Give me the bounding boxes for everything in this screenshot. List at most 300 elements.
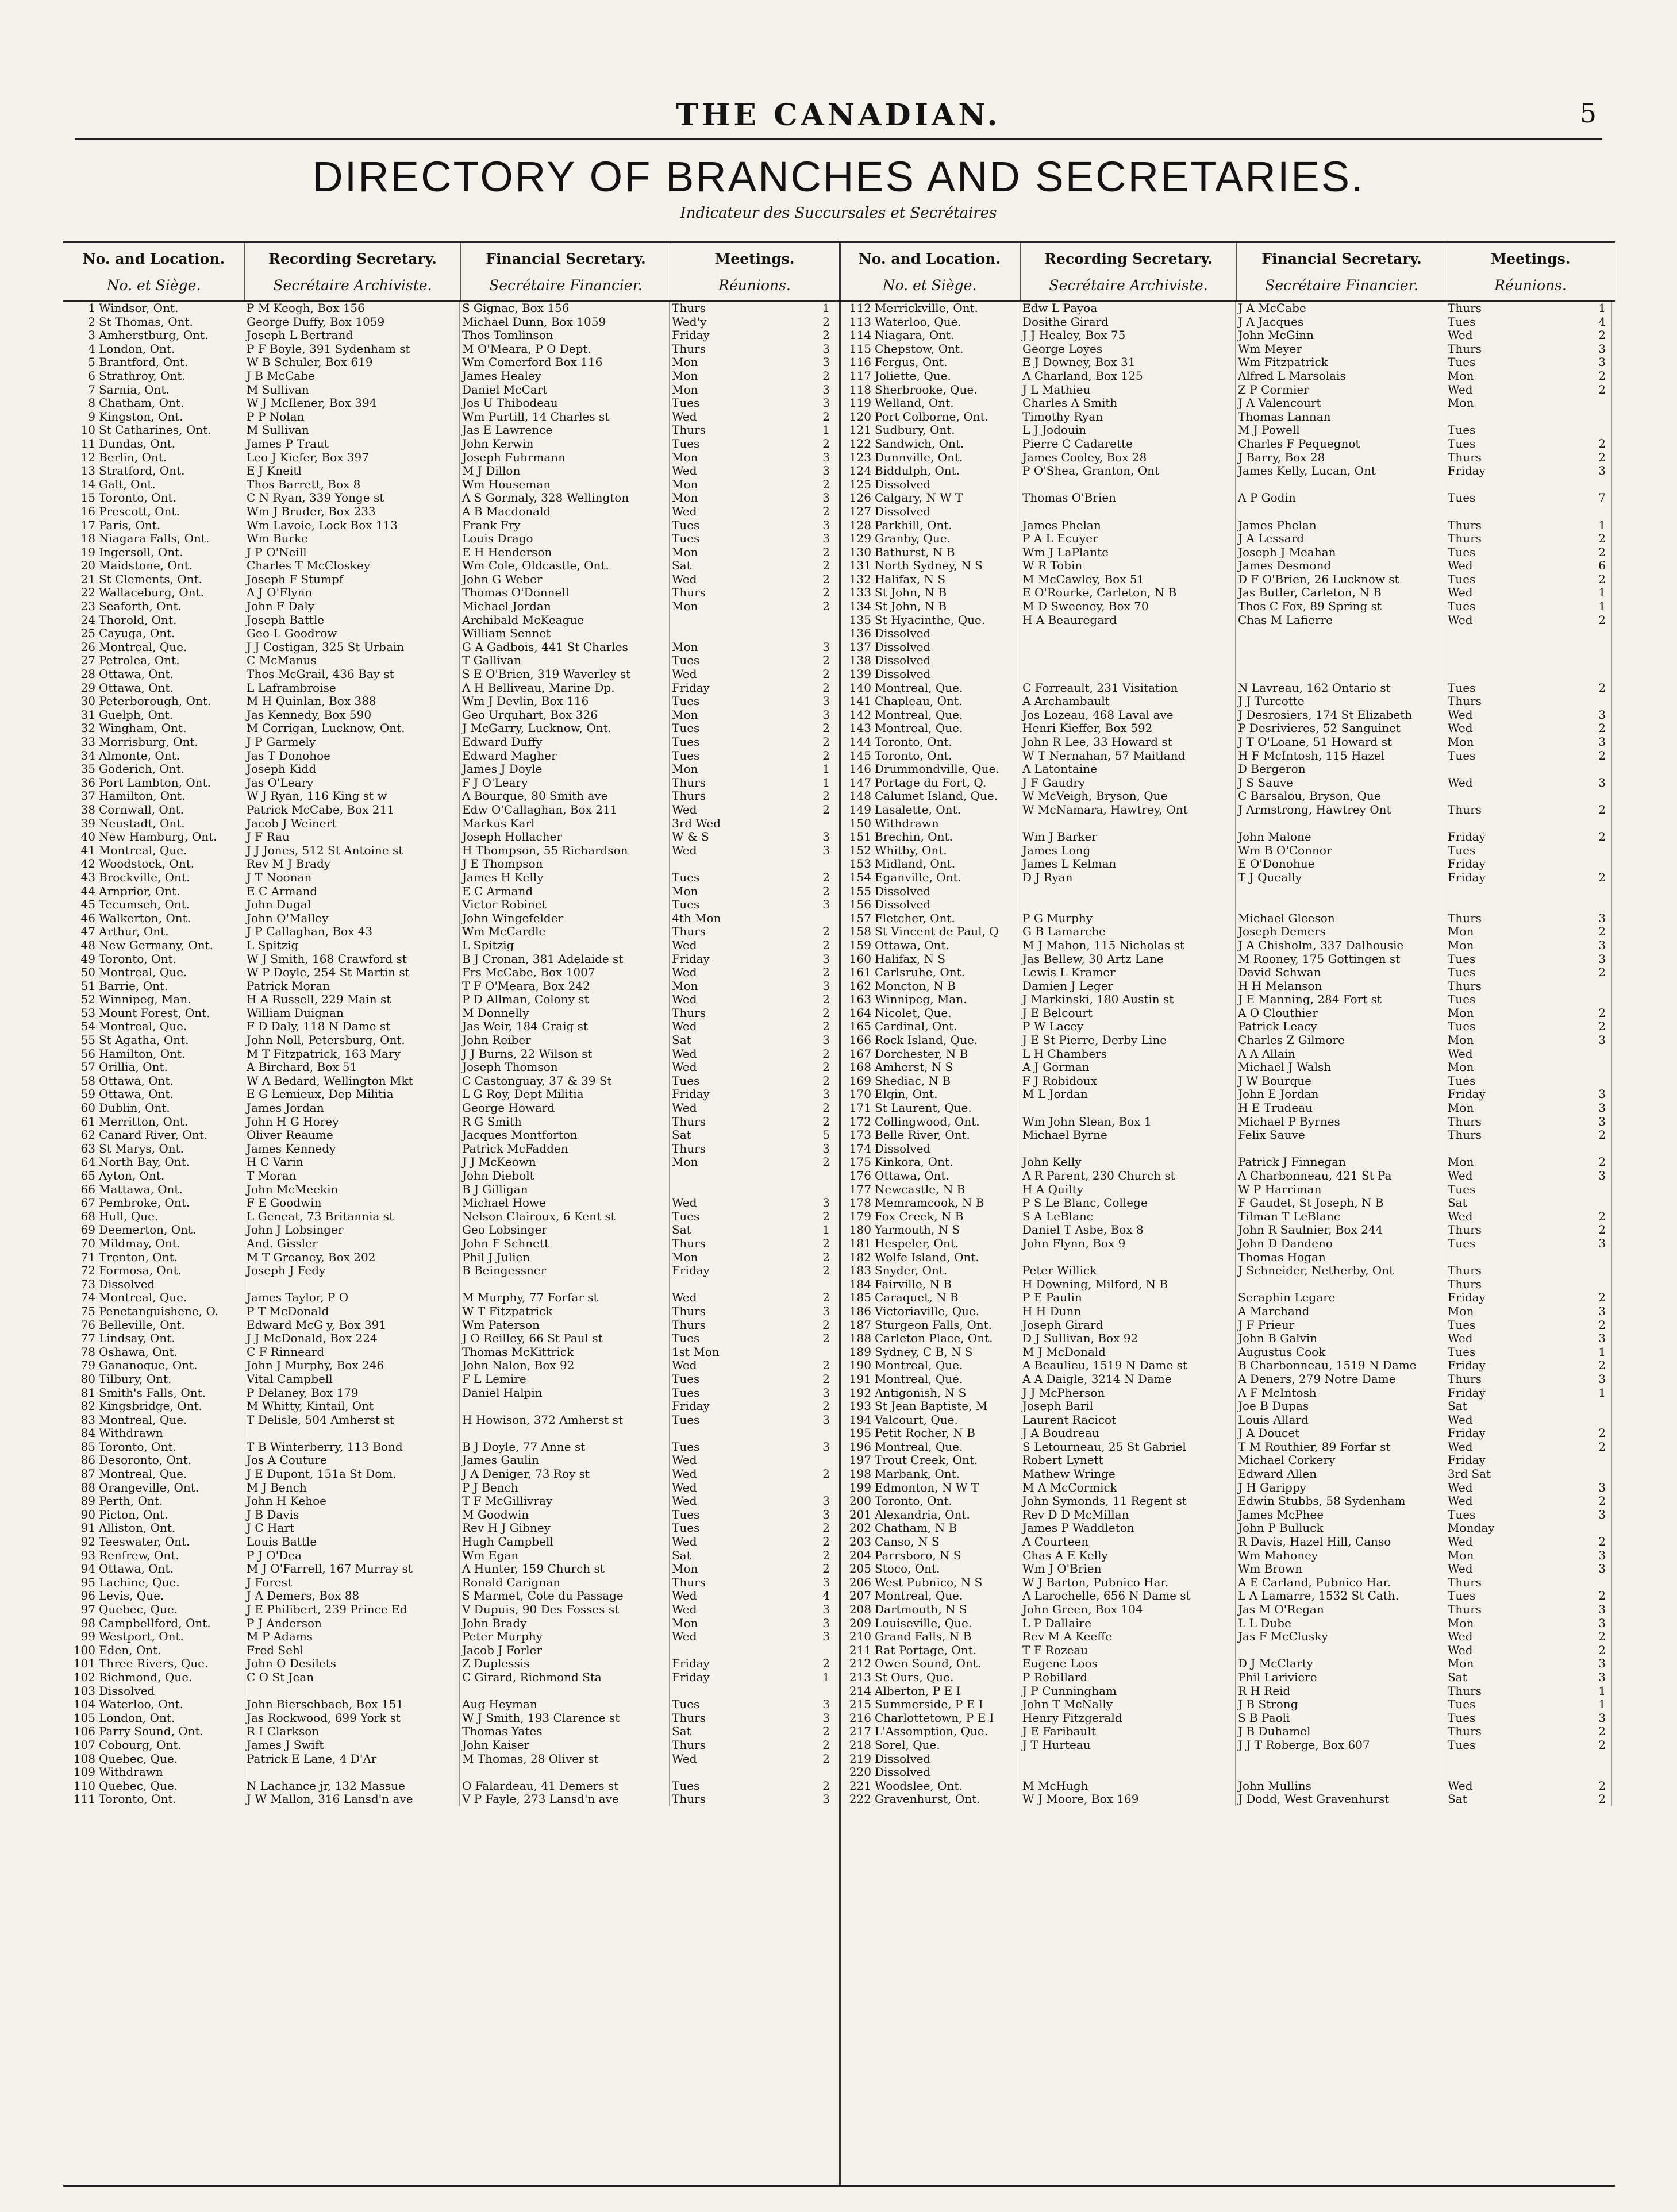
table-row	[839, 1793, 1615, 1806]
recording-secretary	[1020, 641, 1236, 654]
meeting-day: Mon	[1448, 1155, 1474, 1169]
recording-secretary: E J Kneitl	[244, 464, 460, 478]
branch-location-name: Toronto, Ont.	[99, 952, 176, 966]
financial-secretary: L Spitzig	[460, 939, 670, 953]
branch-location-name: Snyder, Ont.	[875, 1264, 948, 1278]
meeting-info	[670, 722, 836, 735]
branch-location	[839, 1671, 1020, 1685]
branch-location-name: Dissolved	[875, 898, 931, 912]
branch-location	[63, 1237, 244, 1251]
recording-secretary: George Duffy, Box 1059	[244, 315, 460, 329]
table-row	[839, 695, 1615, 708]
meeting-day: Sat	[1448, 1793, 1467, 1806]
meeting-frequency: 2	[1598, 1725, 1606, 1739]
financial-secretary: J Schneider, Netherby, Ont	[1236, 1264, 1445, 1278]
branch-location	[839, 451, 1020, 465]
branch-location-name: Dissolved	[875, 884, 931, 898]
financial-secretary: P J Bench	[460, 1481, 670, 1495]
branch-location-name: Sturgeon Falls, Ont.	[875, 1318, 992, 1332]
branch-location	[839, 885, 1020, 899]
branch-location	[839, 1007, 1020, 1020]
branch-location	[63, 356, 244, 369]
branch-number: 106	[73, 1725, 95, 1739]
recording-secretary	[1020, 505, 1236, 519]
financial-secretary: Nelson Clairoux, 6 Kent st	[460, 1210, 670, 1224]
branch-location-name: Dissolved	[875, 504, 931, 518]
table-row	[839, 1549, 1615, 1563]
meeting-day: Tues	[672, 1413, 700, 1427]
meeting-day: Thurs	[1448, 911, 1482, 925]
branch-location	[839, 1657, 1020, 1671]
financial-secretary: John Kerwin	[460, 437, 670, 451]
meeting-frequency: 3	[1598, 911, 1606, 925]
meeting-day: Tues	[1448, 545, 1476, 559]
financial-secretary: A O Clouthier	[1236, 1007, 1445, 1020]
recording-secretary	[244, 1427, 460, 1440]
branch-number: 180	[849, 1223, 871, 1237]
table-row	[839, 1685, 1615, 1698]
meeting-info	[670, 1549, 836, 1563]
branch-location	[839, 1589, 1020, 1603]
branch-location-name: Montreal, Que.	[99, 843, 187, 857]
branch-number: 123	[849, 450, 871, 464]
meeting-info	[670, 1427, 836, 1440]
branch-number: 130	[849, 545, 871, 559]
recording-secretary: Leo J Kiefer, Box 397	[244, 451, 460, 465]
financial-secretary: V Dupuis, 90 Des Fosses st	[460, 1603, 670, 1617]
meeting-day: Thurs	[1448, 302, 1482, 315]
branch-location	[63, 1454, 244, 1467]
meeting-info	[1445, 586, 1612, 600]
recording-secretary: John Flynn, Box 9	[1020, 1237, 1236, 1251]
table-row	[63, 1346, 839, 1359]
branch-location-name: Cayuga, Ont.	[99, 627, 175, 641]
recording-secretary: Vital Campbell	[244, 1373, 460, 1386]
meeting-frequency: 1	[1598, 1345, 1606, 1359]
financial-secretary: Geo Lobsinger	[460, 1223, 670, 1237]
table-row	[839, 559, 1615, 573]
branch-location-name: St Agatha, Ont.	[99, 1034, 189, 1047]
table-row	[63, 1657, 839, 1671]
branch-location-name: Waterloo, Ont.	[99, 1698, 184, 1712]
recording-secretary: J P Cunningham	[1020, 1685, 1236, 1698]
meeting-frequency: 3	[822, 898, 830, 912]
table-row	[63, 1576, 839, 1590]
meeting-info	[1445, 1685, 1612, 1698]
financial-secretary: C Barsalou, Bryson, Que	[1236, 789, 1445, 803]
financial-secretary: A Deners, 279 Notre Dame	[1236, 1373, 1445, 1386]
table-row	[839, 803, 1615, 817]
financial-secretary: S E O'Brien, 319 Waverley st	[460, 668, 670, 681]
meeting-day: Thurs	[1448, 1223, 1482, 1237]
table-row	[839, 1603, 1615, 1617]
branch-location-name: Dissolved	[875, 640, 931, 654]
meeting-info	[670, 1264, 836, 1278]
table-row	[839, 600, 1615, 614]
meeting-frequency: 3	[822, 396, 830, 410]
branch-location	[63, 1210, 244, 1224]
meeting-day: Wed'y	[672, 315, 707, 329]
branch-location	[839, 546, 1020, 560]
financial-secretary: J J McKeown	[460, 1155, 670, 1169]
branch-number: 111	[73, 1793, 95, 1806]
branch-number: 207	[849, 1589, 871, 1603]
recording-secretary: W T Nernahan, 57 Maitland	[1020, 749, 1236, 763]
branch-number: 215	[849, 1698, 871, 1712]
table-row	[63, 1712, 839, 1725]
branch-number: 203	[849, 1535, 871, 1549]
recording-secretary: James Cooley, Box 28	[1020, 451, 1236, 465]
branch-location-name: St Ours, Que.	[875, 1670, 954, 1684]
table-row	[839, 1128, 1615, 1142]
branch-location-name: Brechin, Ont.	[875, 830, 953, 844]
branch-number: 133	[849, 586, 871, 600]
meeting-frequency: 2	[1598, 681, 1606, 695]
recording-secretary: J A Demers, Box 88	[244, 1589, 460, 1603]
meeting-frequency: 5	[822, 1128, 830, 1142]
meeting-day: Thurs	[672, 1738, 706, 1752]
table-row	[839, 1535, 1615, 1549]
table-row	[63, 410, 839, 424]
meeting-frequency: 2	[822, 1332, 830, 1346]
branch-location	[63, 1291, 244, 1305]
branch-number: 118	[849, 383, 871, 396]
meeting-day: Wed	[672, 1535, 697, 1549]
branch-location-name: Alberton, P E I	[875, 1684, 961, 1698]
table-row	[839, 912, 1615, 926]
meeting-frequency: 2	[822, 1155, 830, 1169]
meeting-day: Tues	[1448, 1345, 1476, 1359]
meeting-day: Mon	[672, 1616, 698, 1630]
financial-secretary: Rev H J Gibney	[460, 1521, 670, 1535]
meeting-frequency: 2	[822, 938, 830, 952]
table-row	[839, 1644, 1615, 1658]
meeting-day: Mon	[1448, 938, 1474, 952]
branch-location-name: Mount Forest, Ont.	[99, 1006, 210, 1020]
meeting-day: Wed	[1448, 1440, 1473, 1454]
table-row	[839, 1739, 1615, 1752]
meeting-day: Thurs	[672, 302, 706, 315]
branch-location-name: Ottawa, Ont.	[99, 1074, 174, 1088]
table-row	[839, 681, 1615, 695]
table-row	[63, 1685, 839, 1698]
table-row	[839, 1101, 1615, 1115]
recording-secretary: L H Chambers	[1020, 1047, 1236, 1061]
branch-number: 193	[849, 1400, 871, 1413]
meeting-frequency: 3	[1598, 1562, 1606, 1576]
table-row	[839, 519, 1615, 533]
meeting-info	[670, 1494, 836, 1508]
branch-location	[839, 627, 1020, 641]
recording-secretary: M McCawley, Box 51	[1020, 573, 1236, 587]
meeting-frequency: 2	[822, 586, 830, 600]
meeting-info	[1445, 695, 1612, 708]
financial-secretary: James Gaulin	[460, 1454, 670, 1467]
branch-location-name: Sorel, Que.	[875, 1738, 940, 1752]
meeting-frequency: 4	[1598, 315, 1606, 329]
branch-number: 174	[849, 1142, 871, 1155]
meeting-frequency: 2	[822, 925, 830, 939]
recording-secretary: Thomas O'Brien	[1020, 491, 1236, 505]
branch-location	[63, 1142, 244, 1156]
branch-location-name: Orillia, Ont.	[99, 1061, 168, 1074]
branch-location-name: Almonte, Ont.	[99, 749, 180, 762]
financial-secretary: A Hunter, 159 Church st	[460, 1562, 670, 1576]
branch-location-name: Guelph, Ont.	[99, 708, 174, 722]
meeting-info	[1445, 789, 1612, 803]
meeting-day: 4th Mon	[672, 911, 721, 925]
financial-secretary	[1236, 641, 1445, 654]
meeting-day: Wed	[1448, 1643, 1473, 1657]
table-row	[63, 329, 839, 342]
meeting-info	[670, 423, 836, 437]
meeting-frequency: 2	[822, 1752, 830, 1766]
meeting-info	[1445, 803, 1612, 817]
recording-secretary: M Sullivan	[244, 383, 460, 397]
meeting-frequency: 3	[822, 491, 830, 505]
branch-location	[839, 1630, 1020, 1644]
branch-number: 157	[849, 911, 871, 925]
branch-number: 194	[849, 1413, 871, 1427]
header-location-en: No. and Location.	[858, 250, 1001, 267]
branch-number: 169	[849, 1074, 871, 1088]
recording-secretary: P Delaney, Box 179	[244, 1386, 460, 1400]
branch-location	[839, 1494, 1020, 1508]
table-row	[839, 708, 1615, 722]
financial-secretary: John G Weber	[460, 573, 670, 587]
branch-number: 23	[80, 600, 95, 614]
branch-location-name: Montreal, Que.	[875, 1372, 963, 1386]
meeting-day: Mon	[1448, 1616, 1474, 1630]
branch-location-name: New Hamburg, Ont.	[99, 830, 217, 844]
meeting-day: Mon	[1448, 925, 1474, 939]
branch-location	[63, 1494, 244, 1508]
branch-location-name: Dundas, Ont.	[99, 437, 176, 450]
recording-secretary: P T McDonald	[244, 1305, 460, 1319]
branch-location-name: Montreal, Que.	[99, 966, 187, 980]
meeting-info	[1445, 1427, 1612, 1440]
table-row	[63, 1508, 839, 1522]
meeting-day: Friday	[672, 329, 710, 342]
meeting-info	[1445, 505, 1612, 519]
meeting-info	[1445, 1007, 1612, 1020]
header-financial	[461, 243, 671, 300]
meeting-info	[670, 695, 836, 708]
table-row	[63, 1427, 839, 1440]
recording-secretary: Rev M J Brady	[244, 857, 460, 871]
branch-location-name: Montreal, Que.	[99, 1467, 187, 1481]
branch-location	[839, 586, 1020, 600]
meeting-info	[1445, 451, 1612, 465]
recording-secretary: C N Ryan, 339 Yonge st	[244, 491, 460, 505]
branch-number: 36	[80, 776, 95, 789]
financial-secretary: B J Doyle, 77 Anne st	[460, 1440, 670, 1454]
meeting-day: Tues	[672, 396, 700, 410]
branch-location	[839, 708, 1020, 722]
branch-location-name: Teeswater, Ont.	[99, 1535, 190, 1549]
meeting-day: Wed	[672, 1196, 697, 1210]
meeting-day: Thurs	[1448, 1575, 1482, 1589]
branch-location	[63, 939, 244, 953]
branch-location	[839, 519, 1020, 533]
recording-secretary: John H G Horey	[244, 1115, 460, 1129]
table-row	[839, 1183, 1615, 1197]
branch-location	[63, 1346, 244, 1359]
meeting-info	[670, 1657, 836, 1671]
branch-location	[63, 532, 244, 546]
meeting-info	[1445, 1047, 1612, 1061]
meeting-day: Tues	[1448, 1711, 1476, 1725]
financial-secretary: J J Turcotte	[1236, 695, 1445, 708]
financial-secretary: Peter Murphy	[460, 1630, 670, 1644]
table-row	[63, 1169, 839, 1183]
financial-secretary: M O'Meara, P O Dept.	[460, 342, 670, 356]
meeting-frequency: 3	[822, 1034, 830, 1047]
branch-number: 178	[849, 1196, 871, 1210]
financial-secretary: A B Macdonald	[460, 505, 670, 519]
financial-secretary: R G Smith	[460, 1115, 670, 1129]
branch-number: 26	[80, 640, 95, 654]
recording-secretary: W R Tobin	[1020, 559, 1236, 573]
recording-secretary	[244, 1685, 460, 1698]
meeting-day: Friday	[1448, 1454, 1486, 1467]
financial-secretary: D J McClarty	[1236, 1657, 1445, 1671]
branch-location-name: Gravenhurst, Ont.	[875, 1793, 980, 1806]
meeting-day: Thurs	[672, 789, 706, 803]
meeting-frequency: 2	[822, 477, 830, 491]
meeting-info	[1445, 1223, 1612, 1237]
branch-location	[839, 762, 1020, 776]
table-row	[839, 1291, 1615, 1305]
meeting-info	[670, 708, 836, 722]
meeting-frequency: 3	[1598, 356, 1606, 369]
table-row	[839, 1155, 1615, 1169]
branch-number: 91	[80, 1521, 95, 1535]
branch-number: 158	[849, 925, 871, 939]
branch-location-name: Sudbury, Ont.	[875, 423, 955, 437]
meeting-frequency: 3	[822, 450, 830, 464]
meeting-frequency: 2	[1598, 1793, 1606, 1806]
recording-secretary: P J O'Dea	[244, 1549, 460, 1563]
meeting-frequency: 3	[822, 1630, 830, 1644]
meeting-info	[1445, 1617, 1612, 1631]
branch-number: 33	[80, 735, 95, 749]
table-row	[839, 1373, 1615, 1386]
branch-location-name: Toronto, Ont.	[99, 491, 176, 505]
meeting-info	[670, 546, 836, 560]
meeting-info	[1445, 1034, 1612, 1047]
branch-location-name: Stratford, Ont.	[99, 464, 185, 478]
branch-number: 201	[849, 1508, 871, 1521]
financial-secretary: P D Allman, Colony st	[460, 993, 670, 1007]
branch-location	[63, 600, 244, 614]
meeting-info	[1445, 1264, 1612, 1278]
recording-secretary: L J Jodouin	[1020, 423, 1236, 437]
branch-location-name: Gananoque, Ont.	[99, 1359, 198, 1373]
financial-secretary: M Murphy, 77 Forfar st	[460, 1291, 670, 1305]
table-row	[63, 356, 839, 369]
branch-number: 92	[80, 1535, 95, 1549]
branch-number: 94	[80, 1562, 95, 1576]
branch-location-name: Granby, Que.	[875, 532, 951, 546]
recording-secretary: Joseph Battle	[244, 614, 460, 627]
branch-number: 127	[849, 504, 871, 518]
branch-location	[839, 898, 1020, 912]
branch-location-name: Mildmay, Ont.	[99, 1236, 180, 1250]
meeting-day: Mon	[672, 383, 698, 396]
recording-secretary: D J Sullivan, Box 92	[1020, 1332, 1236, 1346]
branch-location-name: Marbank, Ont.	[875, 1467, 960, 1481]
meeting-frequency: 2	[1598, 722, 1606, 735]
branch-location	[839, 1047, 1020, 1061]
header-rule	[75, 138, 1602, 140]
table-row	[63, 559, 839, 573]
branch-number: 4	[88, 342, 95, 356]
meeting-frequency: 3	[1598, 708, 1606, 722]
branch-location-name: Victoriaville, Que.	[875, 1304, 980, 1318]
recording-secretary: M Corrigan, Lucknow, Ont.	[244, 722, 460, 735]
financial-secretary: M J Powell	[1236, 423, 1445, 437]
recording-secretary: Eugene Loos	[1020, 1657, 1236, 1671]
meeting-frequency: 7	[1598, 491, 1606, 505]
meeting-info	[1445, 342, 1612, 356]
financial-secretary: J Desrosiers, 174 St Elizabeth	[1236, 708, 1445, 722]
meeting-frequency: 1	[822, 302, 830, 315]
branch-number: 210	[849, 1630, 871, 1644]
branch-number: 104	[73, 1698, 95, 1712]
branch-location	[839, 383, 1020, 397]
meeting-info	[670, 1278, 836, 1292]
table-row	[63, 762, 839, 776]
meeting-day: Sat	[672, 1128, 691, 1142]
branch-location	[839, 1291, 1020, 1305]
branch-location	[63, 695, 244, 708]
recording-secretary: Robert Lynett	[1020, 1454, 1236, 1467]
table-row	[839, 1061, 1615, 1074]
meeting-info	[1445, 1589, 1612, 1603]
branch-number: 151	[849, 830, 871, 844]
branch-location-name: Port Lambton, Ont.	[99, 776, 211, 789]
branch-location-name: Calumet Island, Que.	[875, 789, 998, 803]
meeting-day: Monday	[1448, 1521, 1495, 1535]
branch-number: 78	[80, 1345, 95, 1359]
branch-location-name: Strathroy, Ont.	[99, 369, 186, 383]
meeting-info	[670, 1223, 836, 1237]
branch-number: 41	[80, 843, 95, 857]
financial-secretary: T Gallivan	[460, 654, 670, 668]
financial-secretary: Joe B Dupas	[1236, 1400, 1445, 1413]
branch-location	[839, 1169, 1020, 1183]
branch-location-name: Canard River, Ont.	[99, 1128, 208, 1142]
branch-location-name: Dissolved	[875, 1142, 931, 1155]
branch-number: 124	[849, 464, 871, 478]
branch-number: 21	[80, 572, 95, 586]
table-row	[839, 1589, 1615, 1603]
meeting-day: Sat	[672, 1223, 691, 1237]
meeting-frequency: 2	[1598, 1589, 1606, 1603]
table-row	[63, 925, 839, 939]
branch-number: 18	[80, 532, 95, 546]
table-row	[63, 573, 839, 587]
branch-location	[839, 1603, 1020, 1617]
recording-secretary: Joseph F Stumpf	[244, 573, 460, 587]
meeting-info	[670, 396, 836, 410]
branch-location-name: Sydney, C B, N S	[875, 1345, 973, 1359]
branch-location	[63, 1020, 244, 1034]
meeting-info	[670, 1617, 836, 1631]
recording-secretary: Damien J Leger	[1020, 980, 1236, 993]
financial-secretary: James Phelan	[1236, 519, 1445, 533]
